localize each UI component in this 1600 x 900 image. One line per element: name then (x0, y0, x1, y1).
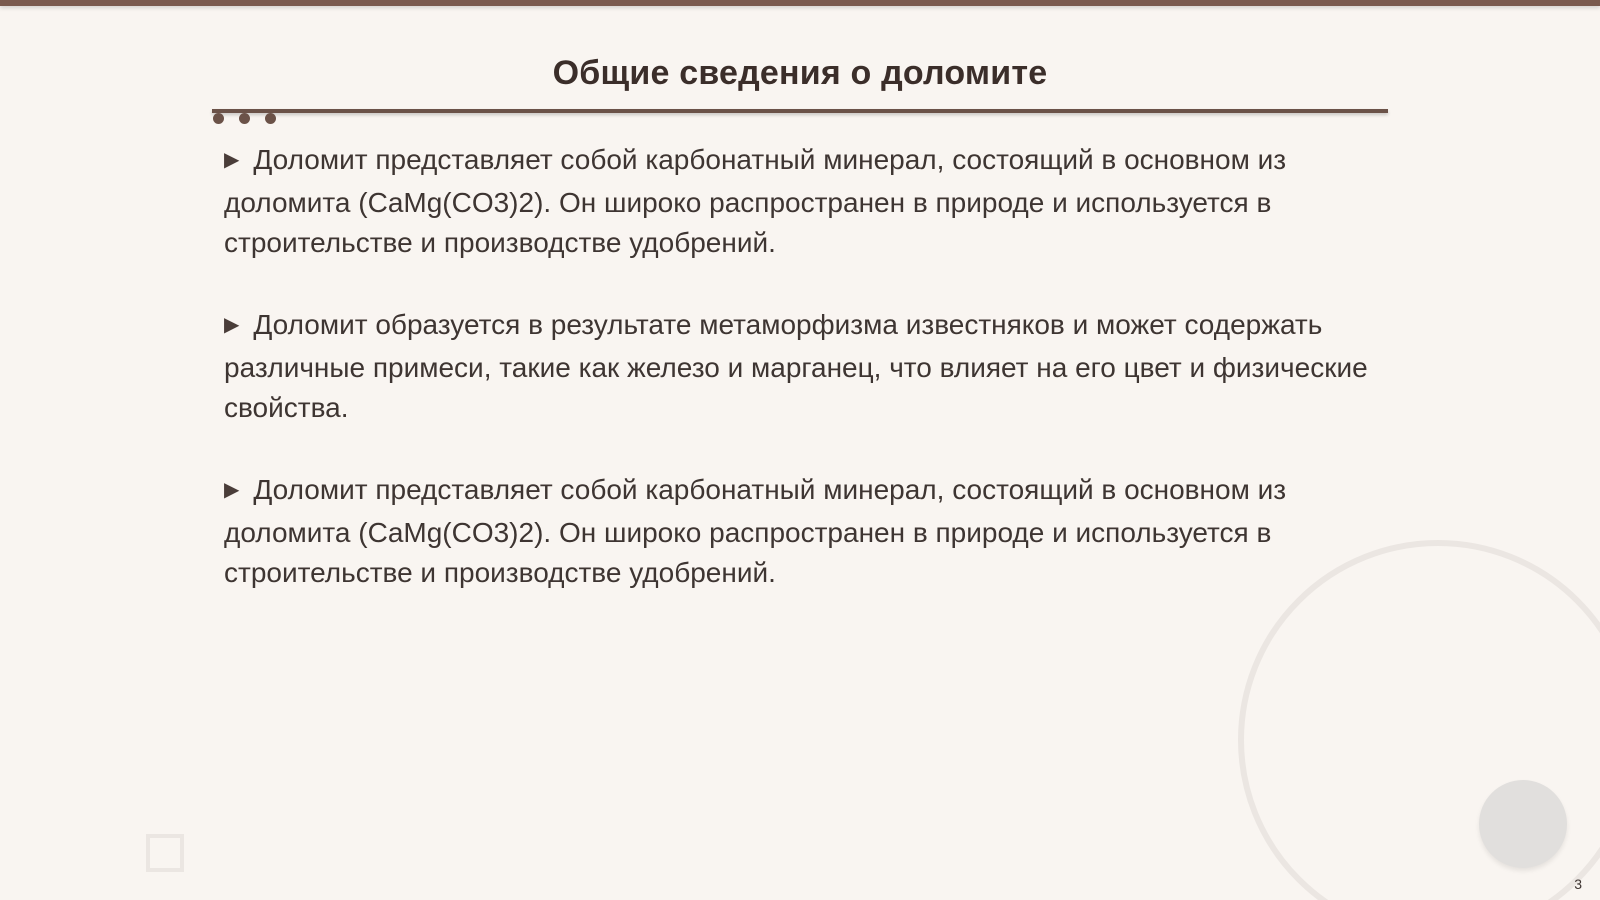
title-underline (212, 109, 1388, 113)
decorative-square (146, 834, 184, 872)
decorative-circle (1479, 780, 1567, 868)
slide-title: Общие сведения о доломите (552, 54, 1048, 92)
bullet-item (224, 140, 1384, 263)
triangle-bullet-icon: ▶ (224, 149, 240, 171)
triangle-bullet-icon: ▶ (224, 479, 240, 501)
page-number: 3 (1574, 876, 1582, 892)
bullet-text: Доломит представляет собой карбонатный минерал, состоящий в основном из доломита (CaMg(CO3)2). Он широко распространен в природе и используется в строительстве и производстве удобрений. (224, 144, 1287, 258)
decorative-dot (265, 113, 276, 124)
decorative-dot (239, 113, 250, 124)
triangle-bullet-icon: ▶ (224, 314, 240, 336)
bullet-text: Доломит представляет собой карбонатный минерал, состоящий в основном из доломита (CaMg(CO3)2). Он широко распространен в природе и используется в строительстве и производстве удобрений. (224, 474, 1287, 588)
bullet-item (224, 470, 1384, 593)
bullet-list (224, 140, 1384, 635)
bullet-text: Доломит образуется в результате метаморфизма известняков и может содержать различные примеси, такие как железо и марганец, что влияет на его цвет и физические свойства. (224, 309, 1368, 423)
decorative-dot (213, 113, 224, 124)
top-accent-bar (0, 0, 1600, 6)
bullet-item (224, 305, 1384, 428)
